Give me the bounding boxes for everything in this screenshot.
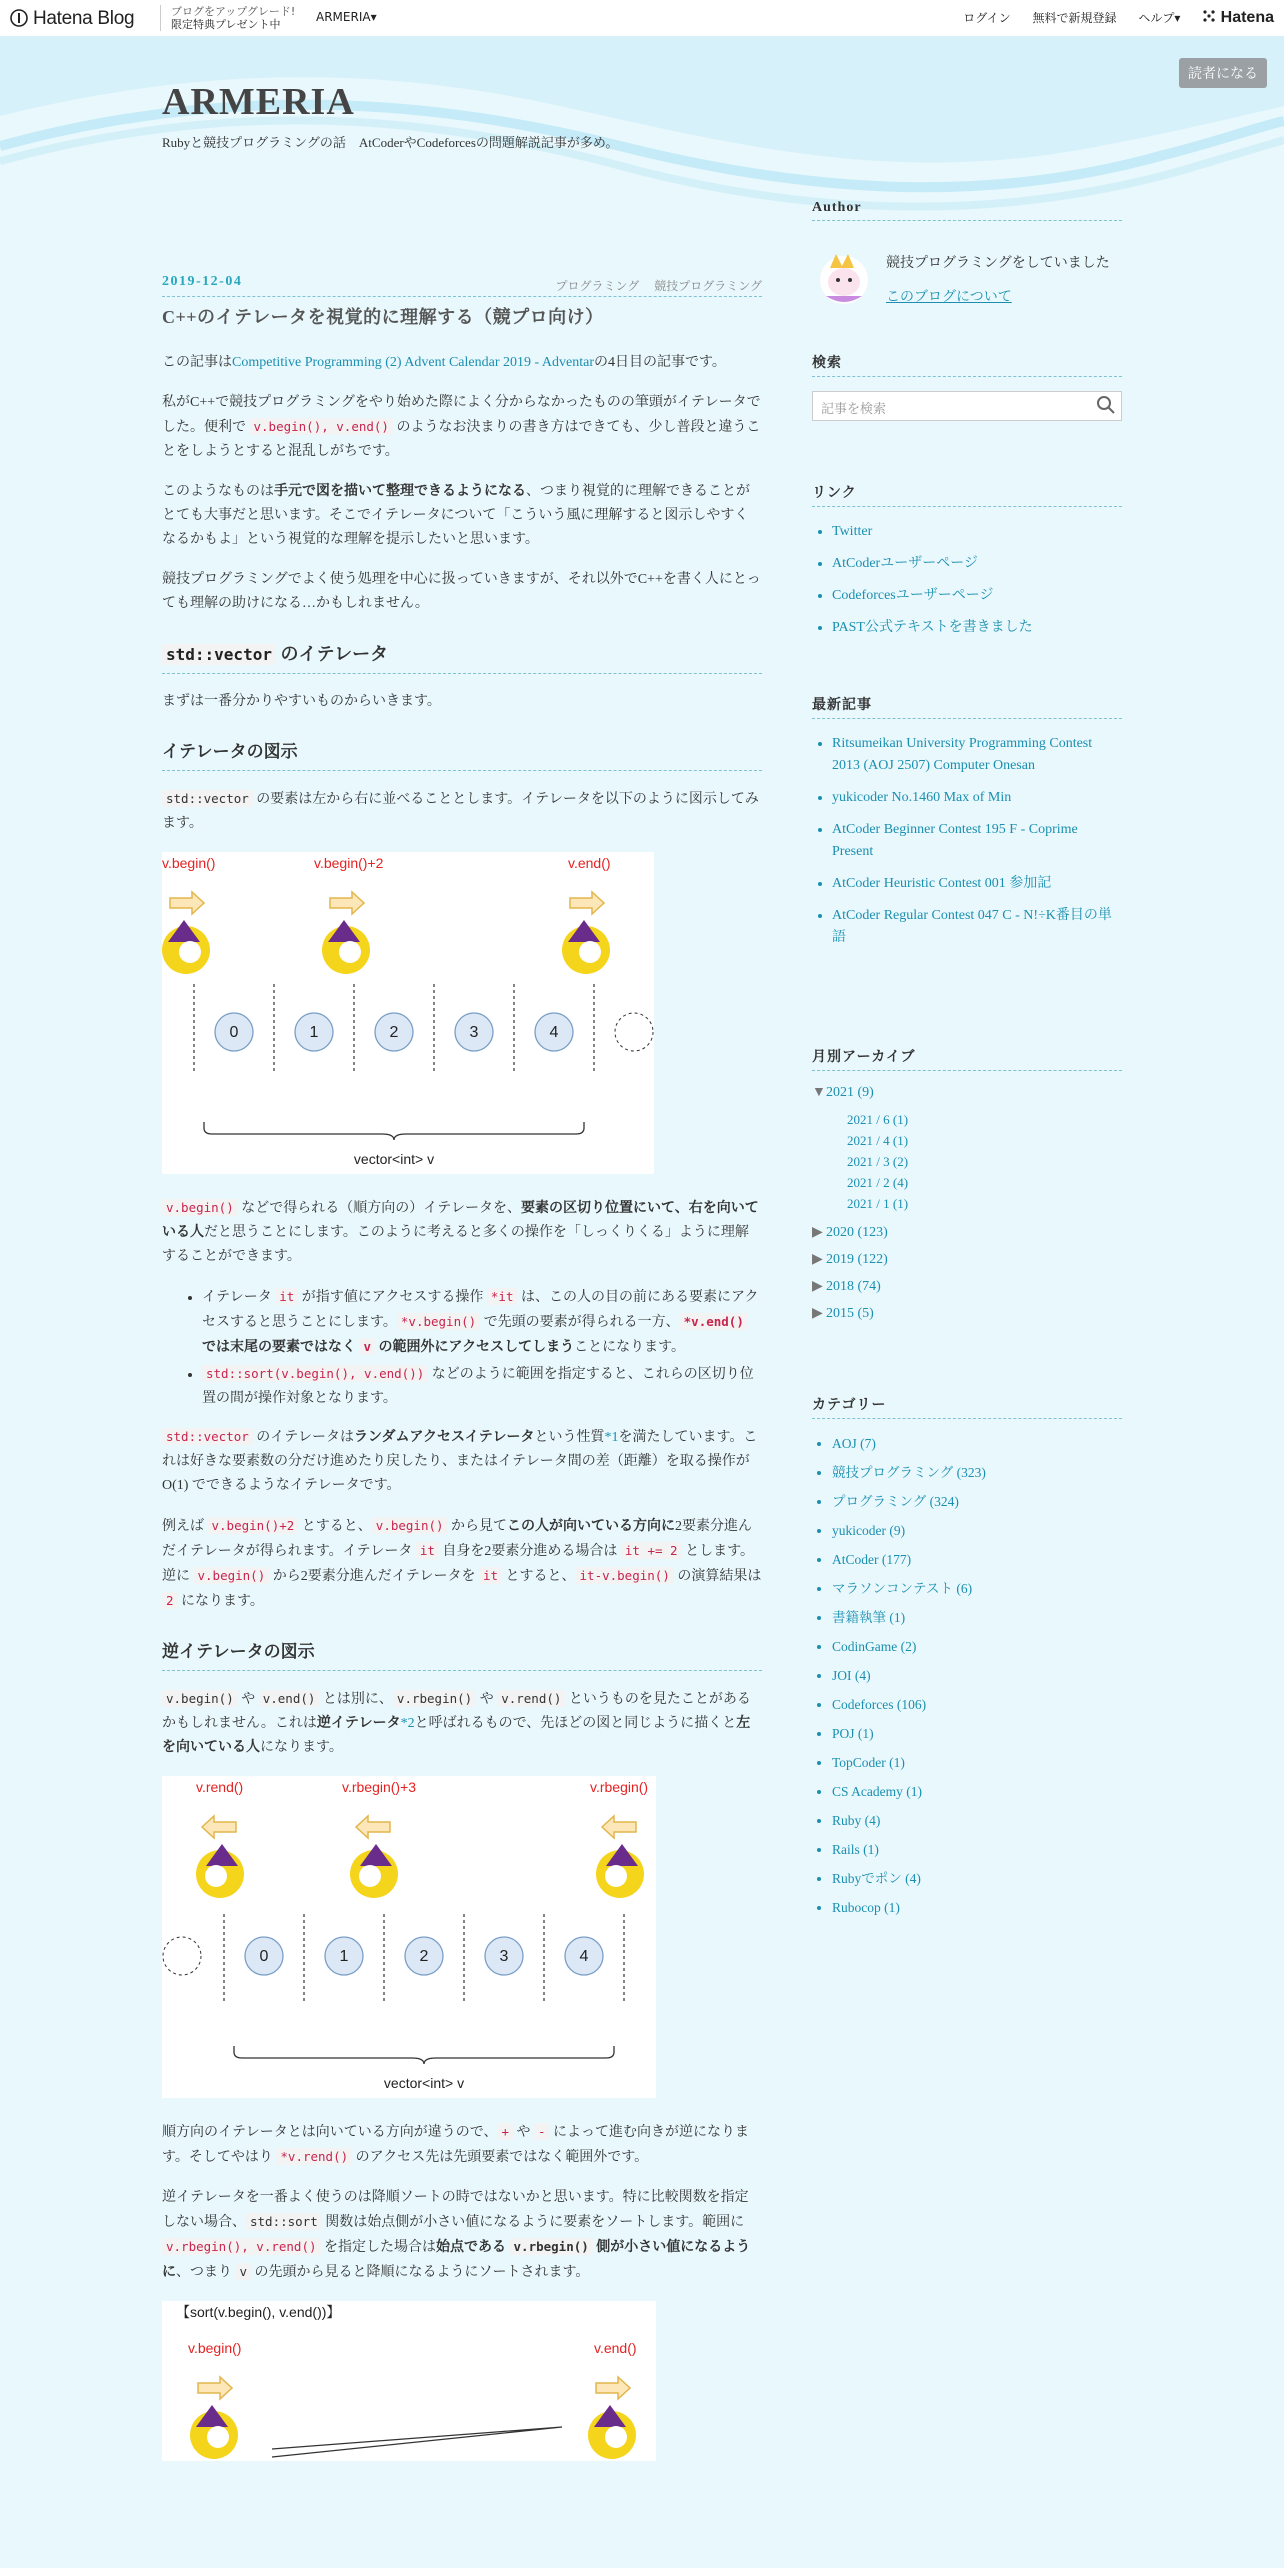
search-module [812, 352, 1122, 482]
author-description: 競技プログラミングをしていました [886, 256, 1110, 271]
paragraph: std::vector のイテレータはランダムアクセスイテレータという性質*1を満たしています。これは好きな要素数の分だけ進めたり戻したり、またはイテレータ間の差（距離）を取る操作が O(1) でできるようなイテレータです。 [162, 1429, 758, 1493]
subscribe-button[interactable]: 読者になる [1179, 58, 1267, 88]
promo-line1: ブログをアップグレード! [171, 5, 296, 18]
archive-month[interactable]: 2021 / 4 (1) [847, 1133, 909, 1148]
fig3-label-begin: v.begin() [188, 2340, 242, 2356]
about-blog-link[interactable]: このブログについて [886, 290, 1012, 305]
fig1-label-begin-plus-2: v.begin()+2 [314, 855, 384, 871]
archive-year-2021[interactable]: ▼2021 (9) [812, 1085, 874, 1100]
footnote-link-1[interactable]: *1 [604, 1430, 619, 1445]
expand-arrow-icon[interactable]: ▶ [812, 1252, 823, 1267]
category-module [812, 1394, 1122, 1919]
link-twitter[interactable]: • Twitter [832, 521, 1122, 543]
archive-year-2020[interactable]: ▶ 2020 (123) [812, 1225, 888, 1240]
fig1-element-value: 0 [229, 1024, 239, 1041]
fig1-element-value: 1 [309, 1024, 319, 1041]
category-link[interactable]: • マラソンコンテスト (6) [832, 1578, 1122, 1600]
hatena-dots-icon [1202, 9, 1216, 23]
fig2-element-value: 3 [499, 1948, 509, 1965]
advent-calendar-link[interactable]: Competitive Programming (2) Advent Calendar 2019 - Adventar [232, 355, 594, 370]
sort-figure [162, 2301, 656, 2461]
search-placeholder: 記事を検索 [821, 401, 887, 416]
paragraph: std::vector の要素は左から右に並べることとします。イテレータを以下のように図示してみます。 [162, 791, 759, 831]
hatena-text: Hatena [1220, 9, 1274, 26]
links-title: リンク [812, 482, 1122, 507]
help-menu[interactable]: ヘルプ▾ [1138, 11, 1181, 25]
archive-month[interactable]: 2021 / 1 (1) [847, 1196, 909, 1211]
author-module [812, 200, 1122, 352]
category-link[interactable]: • CS Academy (1) [832, 1781, 1122, 1803]
hatena-blog-logo-icon [10, 9, 28, 27]
author-avatar[interactable] [816, 250, 872, 306]
recent-title: 最新記事 [812, 694, 1122, 719]
search-input[interactable] [812, 391, 1122, 421]
archive-module [812, 1046, 1122, 1394]
global-header [0, 0, 1284, 37]
blog-title[interactable]: ARMERIA [162, 81, 355, 123]
archive-year-2019[interactable]: ▶ 2019 (122) [812, 1252, 888, 1267]
archive-year-2015[interactable]: ▶ 2015 (5) [812, 1306, 874, 1321]
category-link[interactable]: • Codeforces (106) [832, 1694, 1122, 1716]
search-title: 検索 [812, 352, 1122, 377]
fig3-title: 【sort(v.begin(), v.end())】 [176, 2304, 341, 2320]
article [162, 270, 762, 2483]
entry-date[interactable]: 2019-12-04 [162, 274, 243, 289]
paragraph: 順方向のイテレータとは向いている方向が違うので、 + や - によって進む向きが逆になります。そしてやはり *v.rend() のアクセス先は先頭要素ではなく範囲外です。 [162, 2124, 750, 2165]
category-link-programming[interactable]: プログラミング [555, 279, 640, 293]
fig3-label-end: v.end() [594, 2340, 637, 2356]
paragraph: 私がC++で競技プログラミングをやり始めた際によく分からなかったものの筆頭がイテレータでした。便利で v.begin(), v.end() のようなお決まりの書き方はできても、少し普段と違うことをしようとすると混乱しがちです。 [162, 395, 761, 459]
links-module [812, 482, 1122, 694]
fig1-element-value: 4 [549, 1024, 559, 1041]
recent-entry[interactable]: • AtCoder Regular Contest 047 C - N!÷K番目の単語 [832, 905, 1122, 949]
footnote-link-2[interactable]: *2 [400, 1716, 415, 1731]
section-heading-figure: イテレータの図示 [162, 740, 762, 771]
blog-menu[interactable]: ARMERIA▾ [316, 10, 377, 24]
paragraph: v.begin() などで得られる（順方向の）イテレータを、要素の区切り位置にいて、右を向いている人だと思うことにします。このように考えると多くの操作を「しっくりくる」ように理解することができます。 [162, 1200, 759, 1264]
iterator-figure-1 [162, 852, 654, 1174]
recent-entry[interactable]: • yukicoder No.1460 Max of Min [832, 787, 1122, 809]
search-icon[interactable] [1095, 394, 1117, 416]
blog-description: Rubyと競技プログラミングの話 AtCoderやCodeforcesの問題解説記事が多め。 [162, 135, 619, 150]
category-link[interactable]: • Ruby (4) [832, 1810, 1122, 1832]
category-link[interactable]: • yukicoder (9) [832, 1520, 1122, 1542]
category-link[interactable]: • Rails (1) [832, 1839, 1122, 1861]
login-link[interactable]: ログイン [963, 11, 1011, 25]
recent-entry[interactable]: • AtCoder Heuristic Contest 001 参加記 [832, 873, 1122, 895]
fig2-element-value: 2 [419, 1948, 429, 1965]
logo-text: Hatena Blog [32, 8, 135, 29]
entry-header [162, 270, 762, 297]
paragraph: まずは一番分かりやすいものからいきます。 [162, 694, 441, 709]
paragraph: v.begin() や v.end() とは別に、 v.rbegin() や v.rend() というものを見たことがあるかもしれません。これは逆イテレータ*2と呼ばれるもので、先ほどの図と同じように描くと左を向いている人になります。 [162, 1691, 751, 1755]
link-past-text[interactable]: • PAST公式テキストを書きました [832, 617, 1122, 639]
recent-entry[interactable]: • Ritsumeikan University Programming Contest 2013 (AOJ 2507) Computer Onesan [832, 733, 1122, 777]
expand-arrow-icon[interactable]: ▶ [812, 1225, 823, 1240]
category-link[interactable]: • 競技プログラミング (323) [832, 1462, 1122, 1484]
fig1-element-value: 3 [469, 1024, 479, 1041]
upgrade-promo[interactable] [160, 5, 295, 31]
entry-categories [543, 274, 762, 298]
expand-arrow-icon[interactable]: ▶ [812, 1279, 823, 1294]
archive-month[interactable]: 2021 / 6 (1) [847, 1112, 909, 1127]
section-heading-reverse: 逆イテレータの図示 [162, 1640, 762, 1671]
category-link[interactable]: • POJ (1) [832, 1723, 1122, 1745]
list-item: • std::sort(v.begin(), v.end()) などのように範囲を指定すると、これらの区切り位置の間が操作対象となります。 [202, 1362, 762, 1411]
hatena-logo[interactable] [1202, 9, 1274, 26]
list-item: • イテレータ it が指す値にアクセスする操作 *it は、この人の目の前にある要素にアクセスすると思うことにします。 *v.begin() で先頭の要素が得られる一方、 *v.end() では末尾の要素ではなく v の範囲外にアクセスしてしまうことになります。 [202, 1285, 762, 1360]
author-title: Author [812, 200, 1122, 221]
expand-arrow-icon[interactable]: ▶ [812, 1306, 823, 1321]
fig1-caption: vector<int> v [353, 1151, 435, 1167]
paragraph: 逆イテレータを一番よく使うのは降順ソートの時ではないかと思います。特に比較関数を指定しない場合、 std::sort 関数は始点側が小さい値になるように要素をソートします。範囲に v.rbegin(), v.rend() を指定した場合は始点である v.rbegin() 側が小さい値になるように、つまり v の先頭から見ると降順になるようにソートされます。 [162, 2190, 751, 2280]
fig2-label-rbegin: v.rbegin() [590, 1779, 649, 1795]
category-link[interactable]: • AOJ (7) [832, 1433, 1122, 1455]
category-link[interactable]: • AtCoder (177) [832, 1549, 1122, 1571]
paragraph: 競技プログラミングでよく使う処理を中心に扱っていきますが、それ以外でC++を書く人にとっても理解の助けになる…かもしれません。 [162, 572, 761, 611]
fig2-element-value: 0 [259, 1948, 269, 1965]
iterator-points-list [162, 1285, 762, 1411]
top-right-menu [945, 9, 1274, 27]
intro-paragraph: この記事はCompetitive Programming (2) Advent Calendar 2019 - Adventarの4日目の記事です。 [162, 355, 726, 370]
archive-month[interactable]: 2021 / 2 (4) [847, 1175, 909, 1190]
promo-line2: 限定特典プレゼント中 [171, 18, 281, 31]
archive-year-2018[interactable]: ▶ 2018 (74) [812, 1279, 881, 1294]
category-link-competitive[interactable]: 競技プログラミング [654, 279, 762, 293]
iterator-figure-2 [162, 1776, 656, 2098]
hatena-blog-logo[interactable] [10, 8, 134, 30]
fig2-element-value: 4 [579, 1948, 589, 1965]
category-link[interactable]: • CodinGame (2) [832, 1636, 1122, 1658]
fig2-element-value: 1 [339, 1948, 349, 1965]
link-atcoder-user[interactable]: • AtCoderユーザーページ [832, 553, 1122, 575]
entry-title[interactable]: C++のイテレータを視覚的に理解する（競プロ向け） [162, 307, 604, 327]
archive-month[interactable]: 2021 / 3 (2) [847, 1154, 909, 1169]
collapse-arrow-icon[interactable]: ▼ [812, 1085, 826, 1100]
fig2-caption: vector<int> v [383, 2075, 465, 2091]
category-link[interactable]: • Rubocop (1) [832, 1897, 1122, 1919]
fig2-label-rbegin-plus-3: v.rbegin()+3 [342, 1779, 417, 1795]
signup-link[interactable]: 無料で新規登録 [1032, 11, 1117, 25]
fig1-label-begin: v.begin() [162, 855, 216, 871]
category-title: カテゴリー [812, 1394, 1122, 1419]
category-link[interactable]: • JOI (4) [832, 1665, 1122, 1687]
recent-entries-module [812, 694, 1122, 1046]
fig1-label-end: v.end() [568, 855, 611, 871]
archive-title: 月別アーカイブ [812, 1046, 1122, 1071]
category-link[interactable]: • プログラミング (324) [832, 1491, 1122, 1513]
category-link[interactable]: • TopCoder (1) [832, 1752, 1122, 1774]
link-codeforces-user[interactable]: • Codeforcesユーザーページ [832, 585, 1122, 607]
paragraph: 例えば v.begin()+2 とすると、 v.begin() から見てこの人が向いている方向に2要素分進んだイテレータが得られます。イテレータ it 自身を2要素分進める場合は it += 2 とします。逆に v.begin() から2要素分進んだイテレータを it とすると、 it-v.begin() の演算結果は 2 になります。 [162, 1518, 762, 1609]
recent-entry[interactable]: • AtCoder Beginner Contest 195 F - Coprime Present [832, 819, 1122, 863]
category-link[interactable]: • Rubyでポン (4) [832, 1868, 1122, 1890]
category-link[interactable]: • 書籍執筆 (1) [832, 1607, 1122, 1629]
sidebar [812, 200, 1122, 1926]
section-heading-vector: std::vector のイテレータ [162, 642, 762, 674]
fig1-element-value: 2 [389, 1024, 399, 1041]
paragraph: このようなものは手元で図を描いて整理できるようになる、つまり視覚的に理解できることがとても大事だと思います。そこでイテレータについて「こういう風に理解すると図示しやすくなるかもよ」という視覚的な理解を提示したいと思います。 [162, 484, 750, 547]
fig2-label-rend: v.rend() [196, 1779, 244, 1795]
